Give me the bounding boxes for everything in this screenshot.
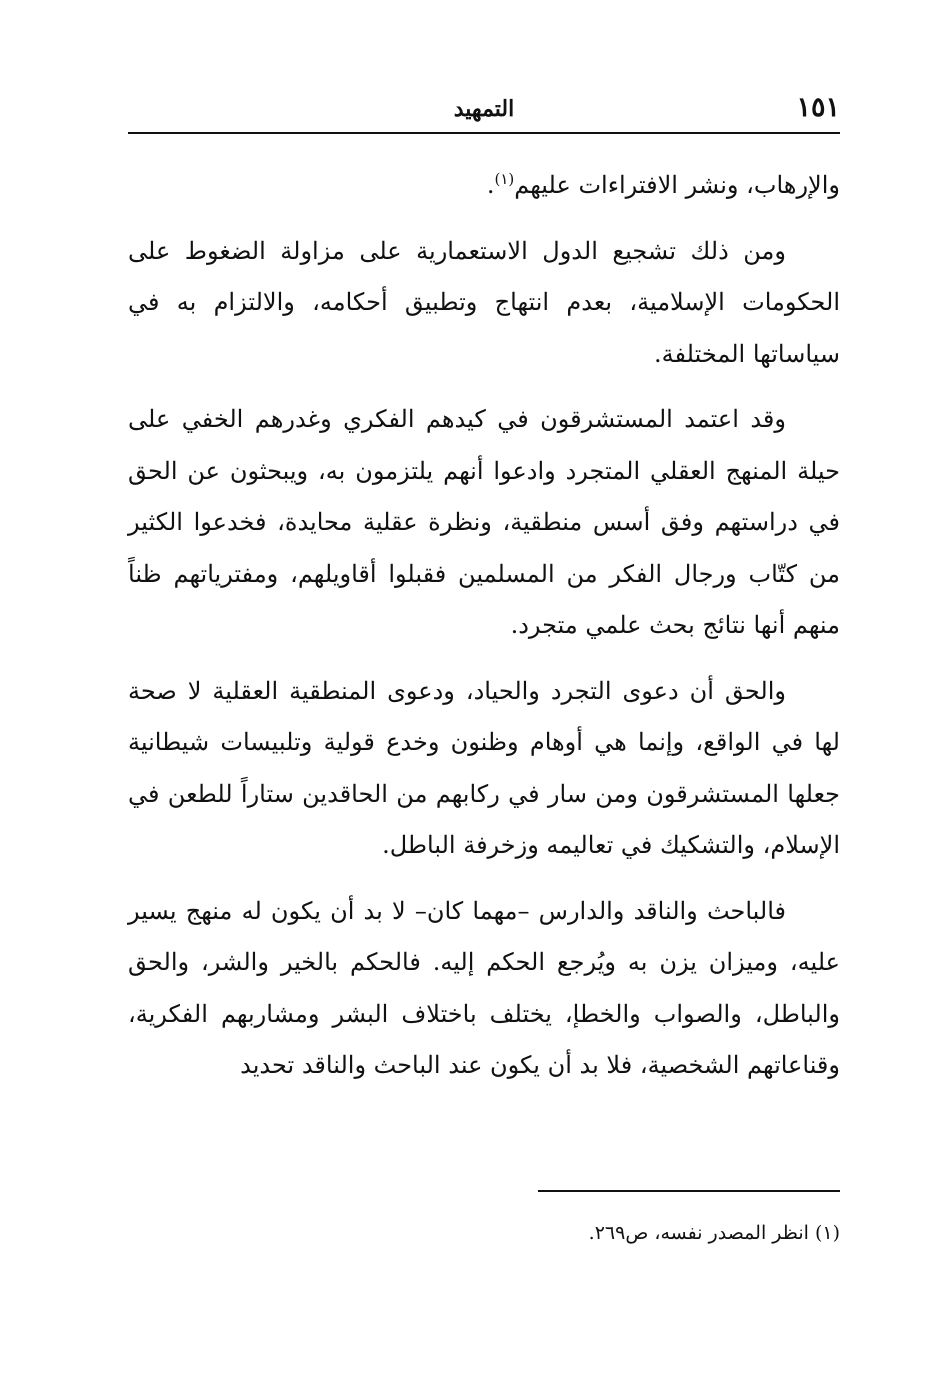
paragraph-3: وقد اعتمد المستشرقون في كيدهم الفكري وغدرهم الخفي على حيلة المنهج العقلي المتجرد وادعوا أنهم يلتزمون به، ويبحثون عن الحق في دراستهم وفق أسس منطقية، ونظرة عقلية محايدة، فخدعوا الكثير من كتّاب ورجال الفكر من المسلمين فقبلوا أقاويلهم، ومفترياتهم ظناً منهم أنها نتائج بحث علمي متجرد.: [128, 405, 840, 639]
footnote-divider: [538, 1190, 840, 1192]
page-number: ١٥١: [796, 92, 840, 123]
paragraph-2: ومن ذلك تشجيع الدول الاستعمارية على مزاولة الضغوط على الحكومات الإسلامية، بعدم انتهاج وتطبيق أحكامه، والالتزام به في سياساتها المختلفة.: [128, 236, 840, 368]
paragraph-1-end: .: [486, 171, 495, 199]
paragraph-5: فالباحث والناقد والدارس –مهما كان– لا بد أن يكون له منهج يسير عليه، وميزان يزن به ويُرجع الحكم إليه. فالحكم بالخير والشر، والحق والباطل، والصواب والخطإ، يختلف باختلاف البشر ومشاربهم الفكرية، وقناعاتهم الشخصية، فلا بد أن يكون عند الباحث والناقد تحديد: [128, 896, 840, 1079]
page-header: [128, 88, 840, 132]
running-title: التمهيد: [453, 96, 515, 122]
paragraph-1-text: والإرهاب، ونشر الافتراءات عليهم: [514, 171, 840, 199]
paragraph-4: والحق أن دعوى التجرد والحياد، ودعوى المنطقية العقلية لا صحة لها في الواقع، وإنما هي أوهام وظنون وخدع قولية وتلبيسات شيطانية جعلها المستشرقون ومن سار في ركابهم من الحاقدين ستاراً للطعن في الإسلام، والتشكيك في تعاليمه وزخرفة الباطل.: [128, 676, 840, 859]
header-divider: [128, 132, 840, 134]
footnote-reference: (١): [494, 170, 515, 188]
paragraph-1: [128, 160, 840, 212]
footnote-1: (١) انظر المصدر نفسه، ص٢٦٩.: [588, 1222, 840, 1244]
main-text: [128, 160, 840, 1106]
